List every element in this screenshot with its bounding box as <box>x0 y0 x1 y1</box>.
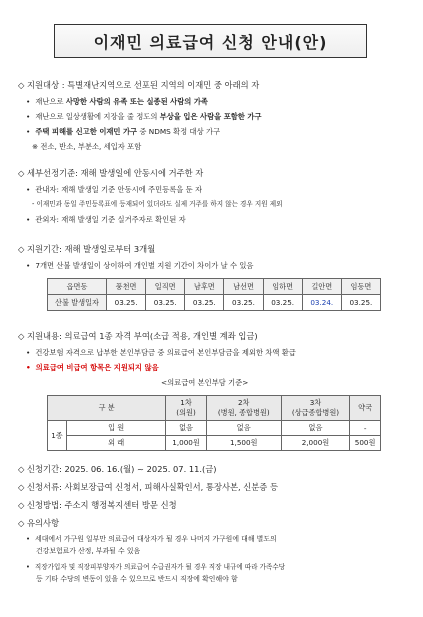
section-notes-heading: ◇ 유의사항 <box>18 518 60 528</box>
table-cell: 1종 <box>48 421 67 451</box>
table-cell: 없음 <box>281 421 349 436</box>
table-cell: 03.25. <box>185 295 224 311</box>
table-header-row <box>48 279 381 295</box>
table-cell: 산불 발생일자 <box>48 295 107 311</box>
table-row <box>48 295 381 311</box>
table-cell: 길안면 <box>302 279 341 295</box>
table-cell <box>166 396 206 421</box>
bullet-criteria-2: • 관외자: 재해 발생일 기준 실거주자로 확인된 자 <box>26 214 186 225</box>
table-cell: 없음 <box>206 421 281 436</box>
note-eligibility: ※ 전소, 반소, 부분소, 세입자 포함 <box>32 142 142 151</box>
table-cell: 읍면동 <box>48 279 107 295</box>
table-cell: 03.25. <box>341 295 380 311</box>
bullet-note-2: • 직장가입자 및 직장피부양자가 의료급여 수급권자가 될 경우 직장 내규에 따라 가족수당 <box>26 562 285 573</box>
fire-date-table <box>47 278 381 311</box>
section-apply-method: ◇ 신청방법: 주소지 행정복지센터 방문 신청 <box>18 500 177 510</box>
table-caption: <의료급여 본인부담 기준> <box>161 378 249 387</box>
copay-table <box>47 395 381 451</box>
table-cell: 1,500원 <box>206 436 281 451</box>
title-text: 이재민 의료급여 신청 안내(안) <box>93 32 328 52</box>
section-apply-period: ◇ 신청기간: 2025. 06. 16.(월) ~ 2025. 07. 11.(금) <box>18 464 217 474</box>
bullet-note-1: • 세대에서 가구원 일부만 의료급여 대상자가 될 경우 나머지 가구원에 대해 별도의 <box>26 534 277 545</box>
table-cell: 2,000원 <box>281 436 349 451</box>
bullet-eligibility-1 <box>26 96 208 107</box>
section-period-heading: ◇ 지원기간: 재해 발생일로부터 3개월 <box>18 244 156 254</box>
table-cell: 풍천면 <box>107 279 146 295</box>
table-cell: 외 래 <box>67 436 166 451</box>
table-cell: 입 원 <box>67 421 166 436</box>
table-cell-highlight: 03.24. <box>302 295 341 311</box>
bullet-note-1-cont: 건강보험료가 산정, 부과될 수 있음 <box>36 547 141 555</box>
table-header-row <box>48 396 381 421</box>
section-benefit-heading: ◇ 지원내용: 의료급여 1종 자격 부여(소급 적용, 개인별 계좌 입금) <box>18 331 258 341</box>
bullet-eligibility-3 <box>26 126 220 137</box>
page-title <box>54 24 367 58</box>
table-cell <box>281 396 349 421</box>
table-cell: - <box>350 421 381 436</box>
header-sub: (병원, 종합병원) <box>217 408 270 417</box>
bullet-text: 재난으로 일상생활에 지장을 줄 정도의 <box>35 112 160 121</box>
bullet-benefit-1: • 건강보험 자격으로 납부한 본인부담금 중 의료급여 본인부담금을 제외한 차액 환급 <box>26 347 296 358</box>
table-cell: 남선면 <box>224 279 263 295</box>
table-cell: 구 분 <box>48 396 166 421</box>
table-cell: 1,000원 <box>166 436 206 451</box>
table-cell <box>206 396 281 421</box>
bullet-eligibility-2 <box>26 111 262 122</box>
table-cell: 03.25. <box>224 295 263 311</box>
table-row <box>48 436 381 451</box>
bullet-note-2-cont: 등 기타 수당의 변동이 있을 수 있으므로 반드시 직장에 확인해야 함 <box>36 575 238 583</box>
bullet-criteria-1: • 관내자: 재해 발생일 기준 안동시에 주민등록을 둔 자 <box>26 184 202 195</box>
header-sub: (상급종합병원) <box>291 408 340 417</box>
table-cell: 03.25. <box>146 295 185 311</box>
bullet-text-bold: 부상을 입은 사람을 포함한 가구 <box>159 112 262 121</box>
header-main: 1차 <box>180 398 192 407</box>
table-cell: 일직면 <box>146 279 185 295</box>
bullet-benefit-2: • 의료급여 비급여 항목은 지원되지 않음 <box>26 362 159 373</box>
table-cell: 없음 <box>166 421 206 436</box>
header-sub: (의원) <box>176 408 196 417</box>
section-criteria-heading: ◇ 세부선정기준: 재해 발생일에 안동시에 거주한 자 <box>18 168 204 178</box>
bullet-text: 중 NDMS 확정 대상 가구 <box>137 127 221 136</box>
header-main: 3차 <box>309 398 322 407</box>
table-cell: 남후면 <box>185 279 224 295</box>
sub-bullet-criteria: - 이재민과 동일 주민등록표에 등재되어 있더라도 실제 거주를 하지 않는 경우 지원 제외 <box>32 200 283 208</box>
bullet-text: 재난으로 <box>35 97 66 106</box>
table-cell: 03.25. <box>107 295 146 311</box>
bullet-text-bold: 주택 피해를 신고한 이재민 가구 <box>35 127 138 136</box>
table-cell: 임동면 <box>341 279 380 295</box>
table-cell: 임하면 <box>263 279 302 295</box>
table-cell: 03.25. <box>263 295 302 311</box>
table-cell: 약국 <box>350 396 381 421</box>
section-eligibility-heading: ◇ 지원대상 : 특별재난지역으로 선포된 지역의 이재민 중 아래의 자 <box>18 80 260 90</box>
table-row <box>48 421 381 436</box>
bullet-text-bold: 사망한 사람의 유족 또는 실종된 사람의 가족 <box>65 97 208 106</box>
header-main: 2차 <box>237 398 250 407</box>
bullet-period-1: • 7개면 산불 발생일이 상이하여 개인별 지원 기간이 차이가 날 수 있음 <box>26 260 253 271</box>
table-cell: 500원 <box>350 436 381 451</box>
section-apply-documents: ◇ 신청서류: 사회보장급여 신청서, 피해사실확인서, 통장사본, 신분증 등 <box>18 482 278 492</box>
